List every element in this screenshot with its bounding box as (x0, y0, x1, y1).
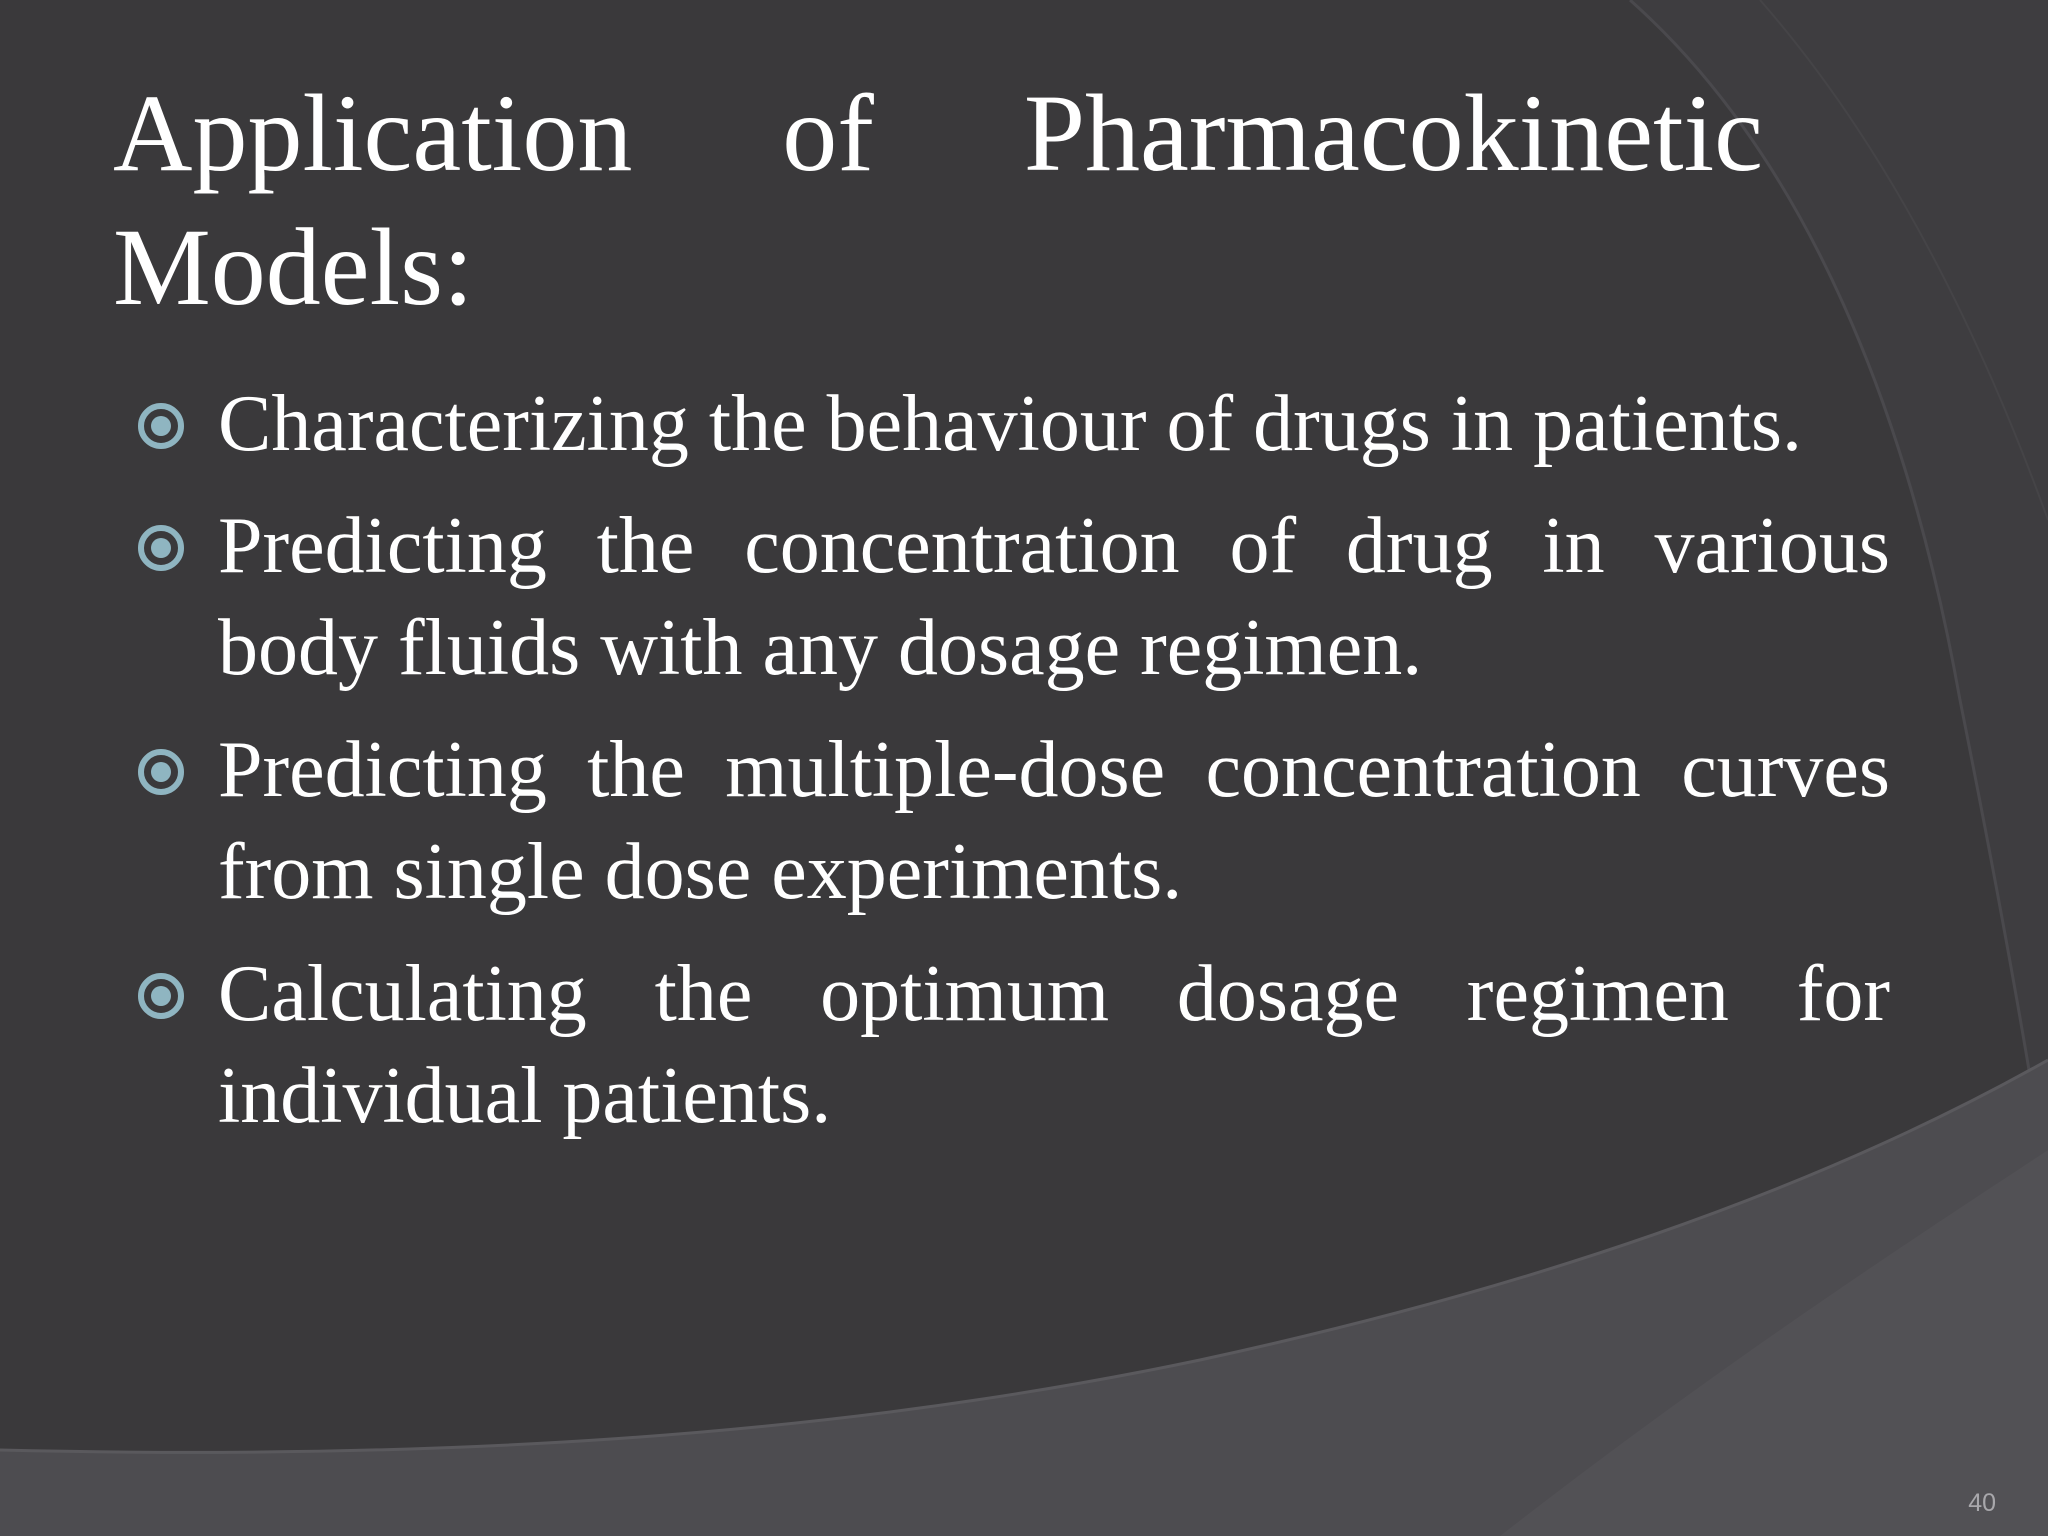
bullet-list (0, 373, 2048, 1167)
circled-dot-icon (136, 401, 186, 451)
bullet-text: Characterizing the behaviour of drugs in patients. (218, 380, 1802, 468)
circled-dot-icon (136, 747, 186, 797)
bullet-text: Predicting the concentration of drug in various body fluids with any dosage regimen. (218, 502, 1890, 692)
bullet-text: Calculating the optimum dosage regimen for individual patients. (218, 950, 1890, 1140)
bullet-text: Predicting the multiple-dose concentration curves from single dose experiments. (218, 726, 1890, 916)
list-item (0, 943, 2048, 1147)
list-item (0, 495, 2048, 699)
page-number: 40 (1968, 1489, 1996, 1517)
circled-dot-icon (136, 971, 186, 1021)
slide-title: Application of Pharmacokinetic Models: (113, 72, 1763, 328)
list-item (0, 719, 2048, 923)
circled-dot-icon (136, 523, 186, 573)
list-item (0, 373, 2048, 475)
